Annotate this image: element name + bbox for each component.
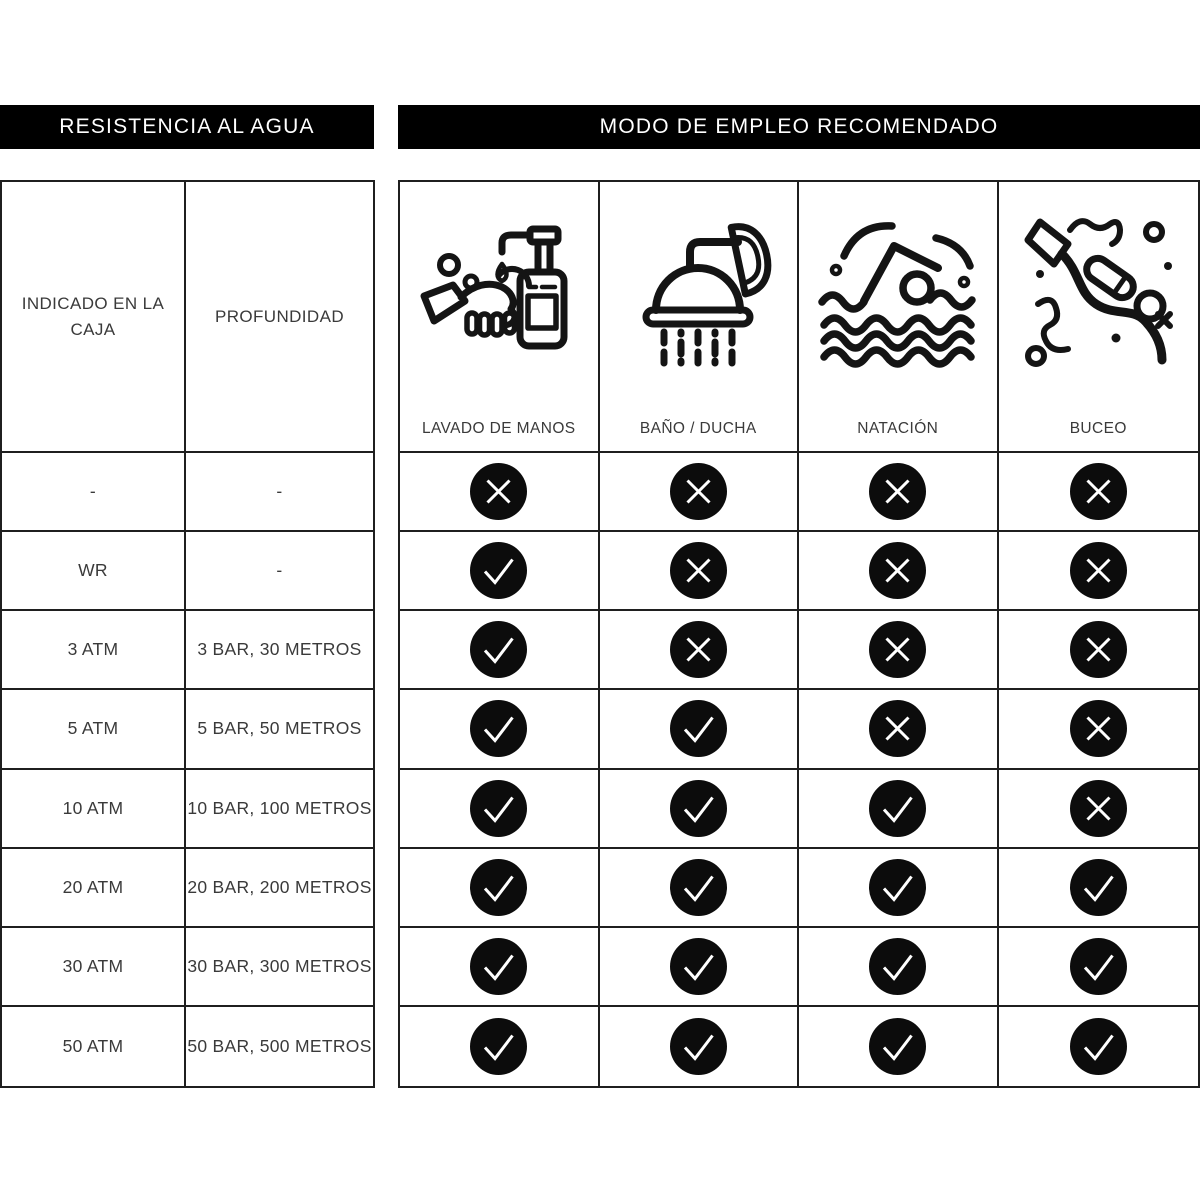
not-allowed-mark-cell (799, 690, 999, 769)
check-icon (670, 700, 727, 757)
allowed-mark-cell (999, 928, 1199, 1007)
allowed-mark-cell (799, 770, 999, 849)
not-allowed-mark-cell (600, 453, 800, 532)
allowed-mark-cell (600, 849, 800, 928)
case-marking-cell: 20 ATM (2, 849, 186, 928)
cross-icon (670, 463, 727, 520)
allowed-mark-cell (600, 770, 800, 849)
not-allowed-mark-cell (999, 611, 1199, 690)
allowed-mark-cell (600, 690, 800, 769)
case-marking-cell: - (2, 453, 186, 532)
right-section-title: MODO DE EMPLEO RECOMENDADO (599, 115, 999, 138)
allowed-mark-cell (400, 532, 600, 611)
column-header-case-marking: INDICADO EN LA CAJA (2, 182, 186, 453)
hand-washing-icon (419, 208, 579, 368)
case-marking-cell: WR (2, 532, 186, 611)
check-icon (670, 780, 727, 837)
activity-label: NATACIÓN (857, 420, 939, 437)
not-allowed-mark-cell (999, 532, 1199, 611)
activity-header-swimming (799, 182, 999, 453)
right-section-header (398, 105, 1200, 149)
depth-cell: 20 BAR, 200 METROS (186, 849, 373, 928)
allowed-mark-cell (400, 1007, 600, 1086)
allowed-mark-cell (799, 849, 999, 928)
cross-icon (1070, 780, 1127, 837)
cross-icon (670, 542, 727, 599)
case-marking-cell: 30 ATM (2, 928, 186, 1007)
depth-cell: 30 BAR, 300 METROS (186, 928, 373, 1007)
depth-cell: - (186, 532, 373, 611)
scuba-diving-icon (1018, 208, 1178, 368)
not-allowed-mark-cell (600, 611, 800, 690)
cross-icon (869, 621, 926, 678)
cross-icon (1070, 700, 1127, 757)
activity-header-scuba-diving (999, 182, 1199, 453)
not-allowed-mark-cell (999, 690, 1199, 769)
check-icon (869, 1018, 926, 1075)
check-icon (670, 1018, 727, 1075)
check-icon (869, 780, 926, 837)
not-allowed-mark-cell (799, 453, 999, 532)
not-allowed-mark-cell (600, 532, 800, 611)
swimming-icon (818, 208, 978, 368)
check-icon (670, 938, 727, 995)
column-header-depth: PROFUNDIDAD (186, 182, 373, 453)
check-icon (470, 542, 527, 599)
allowed-mark-cell (400, 928, 600, 1007)
cross-icon (670, 621, 727, 678)
check-icon (869, 859, 926, 916)
check-icon (1070, 859, 1127, 916)
activity-header-shower (600, 182, 800, 453)
not-allowed-mark-cell (799, 532, 999, 611)
not-allowed-mark-cell (400, 453, 600, 532)
check-icon (670, 859, 727, 916)
allowed-mark-cell (400, 849, 600, 928)
check-icon (869, 938, 926, 995)
left-section-header (0, 105, 374, 149)
allowed-mark-cell (400, 770, 600, 849)
allowed-mark-cell (600, 1007, 800, 1086)
depth-cell: - (186, 453, 373, 532)
depth-cell: 3 BAR, 30 METROS (186, 611, 373, 690)
activity-label: LAVADO DE MANOS (421, 420, 576, 437)
not-allowed-mark-cell (999, 453, 1199, 532)
case-marking-cell: 50 ATM (2, 1007, 186, 1086)
depth-cell: 5 BAR, 50 METROS (186, 690, 373, 769)
check-icon (470, 621, 527, 678)
check-icon (470, 859, 527, 916)
cross-icon (869, 700, 926, 757)
check-icon (470, 700, 527, 757)
check-icon (470, 938, 527, 995)
case-marking-cell: 10 ATM (2, 770, 186, 849)
activity-label: BAÑO / DUCHA (639, 420, 757, 437)
shower-icon (618, 208, 778, 368)
allowed-mark-cell (400, 611, 600, 690)
not-allowed-mark-cell (999, 770, 1199, 849)
allowed-mark-cell (999, 849, 1199, 928)
cross-icon (470, 463, 527, 520)
check-icon (470, 1018, 527, 1075)
case-marking-cell: 5 ATM (2, 690, 186, 769)
depth-cell: 10 BAR, 100 METROS (186, 770, 373, 849)
check-icon (1070, 938, 1127, 995)
left-section-title: RESISTENCIA AL AGUA (59, 115, 315, 138)
usage-table (398, 180, 1200, 1088)
not-allowed-mark-cell (799, 611, 999, 690)
cross-icon (869, 463, 926, 520)
check-icon (1070, 1018, 1127, 1075)
allowed-mark-cell (799, 928, 999, 1007)
check-icon (470, 780, 527, 837)
case-marking-cell: 3 ATM (2, 611, 186, 690)
allowed-mark-cell (400, 690, 600, 769)
cross-icon (1070, 463, 1127, 520)
cross-icon (869, 542, 926, 599)
cross-icon (1070, 621, 1127, 678)
allowed-mark-cell (999, 1007, 1199, 1086)
water-resistance-table (0, 180, 375, 1088)
allowed-mark-cell (600, 928, 800, 1007)
activity-label: BUCEO (1069, 420, 1127, 437)
activity-header-hand-washing (400, 182, 600, 453)
allowed-mark-cell (799, 1007, 999, 1086)
cross-icon (1070, 542, 1127, 599)
depth-cell: 50 BAR, 500 METROS (187, 1035, 372, 1056)
